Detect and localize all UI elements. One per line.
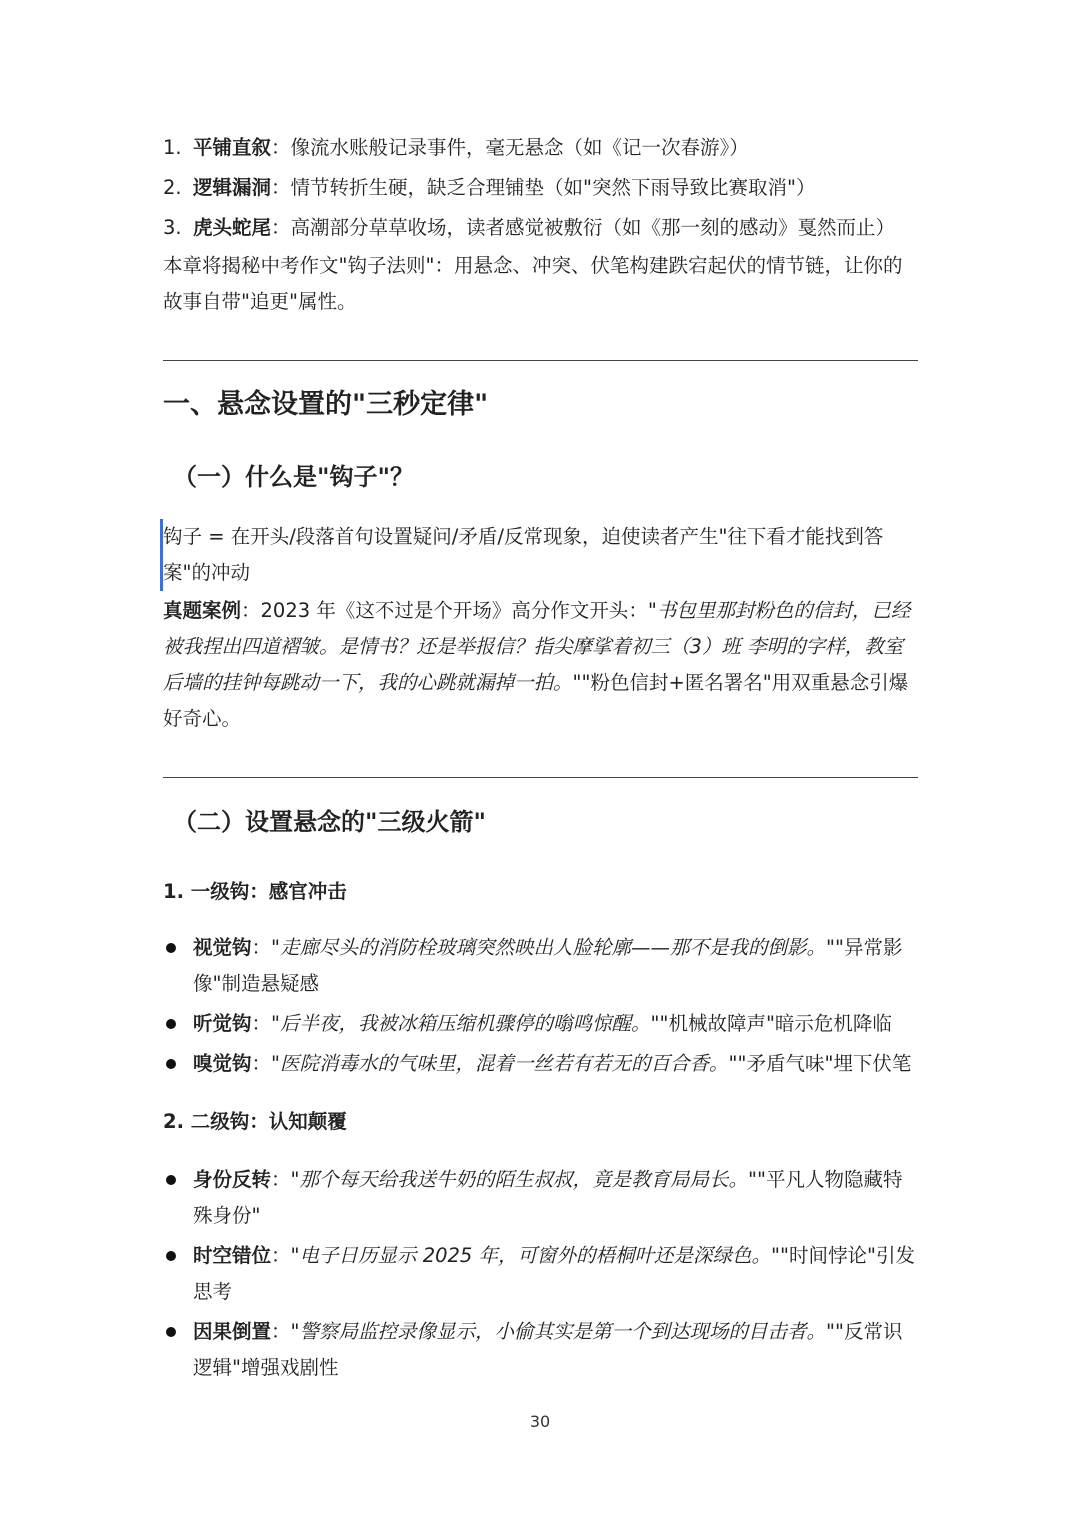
bullet-term: 听觉钩 [193, 1012, 252, 1035]
case-quote: "书包里那封粉色的信封，已经被我捏出四道褶皱。是情书？还是举报信？指尖摩挲着初三（3）班 李明的字样，教室后墙的挂钟每跳动一下，我的心跳就漏掉一拍。" [163, 599, 911, 694]
bullet-quote: "走廊尽头的消防栓玻璃突然映出人脸轮廓——那不是我的倒影。" [271, 936, 835, 959]
bullet-item: 视觉钩："走廊尽头的消防栓玻璃突然映出人脸轮廓——那不是我的倒影。""异常影像"制造悬疑感 [163, 930, 918, 1002]
divider [163, 360, 918, 361]
bullet-item: 时空错位："电子日历显示 2025 年，可窗外的梧桐叶还是深绿色。""时间悖论"引发思考 [163, 1238, 918, 1310]
list-item [163, 168, 918, 208]
bullet-quote: "那个每天给我送牛奶的陌生叔叔，竟是教育局局长。" [290, 1168, 757, 1191]
list-term: 逻辑漏洞 [193, 176, 272, 199]
bullet-item: 听觉钩："后半夜，我被冰箱压缩机骤停的嗡鸣惊醒。""机械故障声"暗示危机降临 [163, 1006, 918, 1042]
list-term: 平铺直叙 [193, 136, 272, 159]
list-text: ：情节转折生硬，缺乏合理铺垫（如"突然下雨导致比赛取消"） [271, 176, 816, 199]
bullet-term: 视觉钩 [193, 936, 252, 959]
subsection-title: （二）设置悬念的"三级火箭" [173, 808, 487, 836]
section-title: 一、悬念设置的"三秒定律" [163, 389, 489, 420]
case-paragraph [163, 593, 918, 737]
bullet-item: 因果倒置："警察局监控录像显示，小偷其实是第一个到达现场的目击者。""反常识逻辑"增强戏剧性 [163, 1314, 918, 1386]
page-content [163, 128, 918, 1386]
bullet-term: 嗅觉钩 [193, 1052, 252, 1075]
level2-list [163, 1162, 918, 1386]
intro-list [163, 128, 918, 248]
bullet-tail: "反常识逻辑"增强戏剧性 [193, 1320, 903, 1379]
bullet-tail: "时间悖论"引发思考 [193, 1244, 915, 1303]
bullet-dot-icon [163, 1238, 193, 1310]
definition-text: 钩子 = 在开头/段落首句设置疑问/矛盾/反常现象，迫使读者产生"往下看才能找到答案"的冲动 [163, 525, 884, 584]
level-title: 2. 二级钩：认知颠覆 [163, 1110, 347, 1133]
bullet-term: 身份反转 [193, 1168, 272, 1191]
case-tail: "粉色信封+匿名署名"用双重悬念引爆好奇心。 [163, 671, 909, 730]
case-label: 真题案例 [163, 599, 242, 622]
bullet-quote: "医院消毒水的气味里，混着一丝若有若无的百合香。" [271, 1052, 738, 1075]
bullet-dot-icon [163, 1006, 193, 1042]
bullet-quote: "电子日历显示 2025 年，可窗外的梧桐叶还是深绿色。" [290, 1244, 780, 1267]
list-number: 3. [163, 216, 182, 239]
list-number: 1. [163, 136, 182, 159]
list-number: 2. [163, 176, 182, 199]
intro-paragraph: 本章将揭秘中考作文"钩子法则"：用悬念、冲突、伏笔构建跌宕起伏的情节链，让你的故事自带"追更"属性。 [163, 254, 903, 313]
bullet-quote: "警察局监控录像显示，小偷其实是第一个到达现场的目击者。" [290, 1320, 835, 1343]
list-term: 虎头蛇尾 [193, 216, 272, 239]
bullet-tail: "矛盾气味"埋下伏笔 [737, 1052, 912, 1075]
divider [163, 777, 918, 778]
subsection-title: （一）什么是"钩子"？ [173, 463, 415, 491]
bullet-dot-icon [163, 1046, 193, 1082]
bullet-dot-icon [163, 930, 193, 1002]
list-item [163, 208, 918, 248]
bullet-term: 因果倒置 [193, 1320, 272, 1343]
bullet-term: 时空错位 [193, 1244, 272, 1267]
definition-quote [160, 519, 918, 591]
list-text: ：像流水账般记录事件，毫无悬念（如《记一次春游》） [271, 136, 749, 159]
list-text: ：高潮部分草草收场，读者感觉被敷衍（如《那一刻的感动》戛然而止） [271, 216, 896, 239]
level1-list [163, 930, 918, 1082]
bullet-item: 身份反转："那个每天给我送牛奶的陌生叔叔，竟是教育局局长。""平凡人物隐藏特殊身份" [163, 1162, 918, 1234]
bullet-dot-icon [163, 1162, 193, 1234]
bullet-quote: "后半夜，我被冰箱压缩机骤停的嗡鸣惊醒。" [271, 1012, 660, 1035]
page-number: 30 [529, 1412, 551, 1431]
bullet-item: 嗅觉钩："医院消毒水的气味里，混着一丝若有若无的百合香。""矛盾气味"埋下伏笔 [163, 1046, 918, 1082]
case-lead: ：2023 年《这不过是个开场》高分作文开头： [241, 599, 648, 622]
bullet-tail: "异常影像"制造悬疑感 [193, 936, 903, 995]
list-item [163, 128, 918, 168]
level-title: 1. 一级钩：感官冲击 [163, 880, 347, 903]
bullet-tail: "平凡人物隐藏特殊身份" [193, 1168, 903, 1227]
bullet-dot-icon [163, 1314, 193, 1386]
bullet-tail: "机械故障声"暗示危机降临 [659, 1012, 892, 1035]
